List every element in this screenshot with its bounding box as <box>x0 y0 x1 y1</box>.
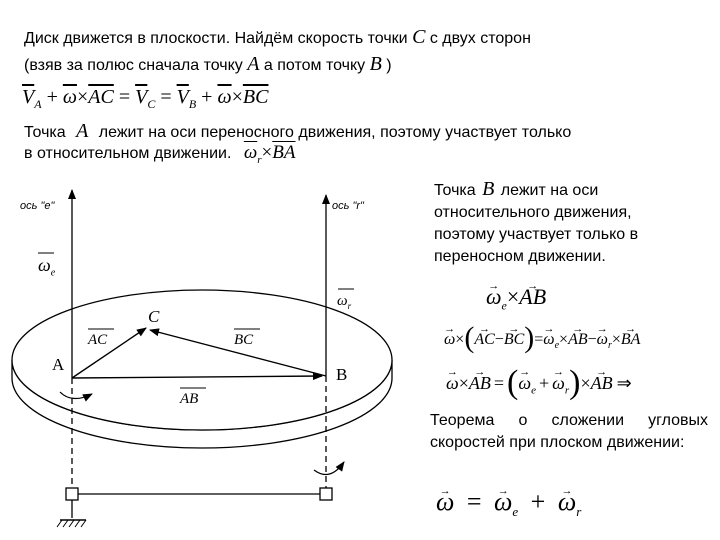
header-text-2-end: ) <box>386 57 392 74</box>
implies-symbol: ⇒ <box>616 373 632 393</box>
formula-ab: → AB <box>519 286 546 308</box>
formula-omega: $\overline{\omega}$ <box>243 142 258 163</box>
formula-cross: × <box>231 86 243 108</box>
omega-r-symbol: ω <box>337 293 348 309</box>
formula-bc: $\overline{BC}$ <box>242 86 269 108</box>
header-point-b: B <box>369 53 382 75</box>
right-formula-2: → $\omega\times(\to AC-\to BC)=\to \omega_e\times\to AB-\to \omega_r\times\to$ BA <box>444 324 640 360</box>
header-text-1-end: с двух сторон <box>429 30 531 47</box>
header-point-c: C <box>412 26 426 48</box>
formula-cross: × <box>506 284 520 309</box>
formula-omega: → ω <box>444 326 455 354</box>
formula-bc: → BC <box>504 326 524 354</box>
formula-va: $\overline{V}$ <box>22 86 35 108</box>
point-b-label: B <box>336 365 348 384</box>
point-a-line-2: в относительном движении. <box>24 145 232 162</box>
formula-vc-sub: C <box>147 97 156 111</box>
formula-vc: $\overline{V}$ <box>135 86 148 108</box>
formula-omega: → ω <box>543 326 554 354</box>
formula-vb: $\overline{V}$ <box>176 86 189 108</box>
formula-minus: − <box>587 331 597 348</box>
formula-omega: $\overline{\omega}$ <box>62 86 77 108</box>
point-a-rest: лежит на оси переносного движения, поэтому участвует только <box>98 124 572 141</box>
formula-ab: → AB <box>469 368 491 398</box>
header-text-1: Диск движется в плоскости. Найдём скорость точки <box>24 30 408 47</box>
header-text-2: (взяв за полюс сначала точку <box>24 57 243 74</box>
formula-cross: × <box>559 331 569 348</box>
formula-omega: → ω <box>446 368 459 398</box>
point-a-label: A <box>52 355 65 374</box>
formula-eq: = <box>160 86 172 108</box>
formula-eq: = <box>493 373 505 393</box>
point-a-word: Точка <box>24 124 66 141</box>
theorem-text: Теорема о сложении угловых скоростей при плоском движении: <box>430 412 708 451</box>
formula-minus: − <box>494 331 504 348</box>
vector-ac-label: AC <box>88 332 108 348</box>
axis-r-label: ось "r" <box>332 200 364 212</box>
formula-sub: e <box>554 340 560 352</box>
formula-ab: → AB <box>568 326 588 354</box>
ground-hatching <box>57 520 86 527</box>
omega-r-label <box>337 290 351 317</box>
formula-omega: → ω <box>552 368 565 398</box>
omega-e-label <box>38 254 55 285</box>
formula-omega: → ω <box>518 368 531 398</box>
point-b-line-2: относительного движения, <box>434 204 632 221</box>
point-b-letter: B <box>482 178 495 200</box>
support-block-left <box>66 488 78 500</box>
point-a-letter: A <box>76 120 89 142</box>
vector-ab-label: AB <box>180 391 199 407</box>
support-block-right <box>320 488 332 500</box>
formula-cross: × <box>455 331 465 348</box>
formula-sub: r <box>576 504 582 520</box>
point-b-word: Точка <box>434 182 476 199</box>
formula-sub: e <box>501 298 507 313</box>
formula-plus: + <box>46 86 58 108</box>
point-c-label: C <box>148 307 160 326</box>
disk-top <box>12 290 392 430</box>
formula-ab: → AB <box>591 368 613 398</box>
point-b-line-1-rest: лежит на оси <box>500 182 599 199</box>
formula-plus: + <box>201 86 213 108</box>
formula-ac: $\overline{AC}$ <box>88 86 114 108</box>
omega-r-sub: r <box>347 301 352 311</box>
formula-eq: = <box>534 331 544 348</box>
formula-omega: → ω <box>436 485 454 519</box>
vector-bc-label: BC <box>234 332 254 348</box>
axis-e-label: ось "e" <box>20 200 55 212</box>
formula-sub: e <box>512 504 519 520</box>
formula-omega: → ω <box>486 286 502 308</box>
formula-omega: → ω <box>558 485 576 519</box>
formula-vb-sub: B <box>188 97 197 111</box>
omega-e-symbol: ω <box>38 255 51 275</box>
formula-ba: $\overline{BA}$ <box>272 142 296 163</box>
formula-plus: + <box>538 373 550 393</box>
formula-va-sub: A <box>34 97 42 111</box>
formula-cross: × <box>261 142 273 163</box>
formula-sub: r <box>564 384 570 397</box>
formula-sub: r <box>607 340 612 352</box>
formula-plus: + <box>530 487 546 516</box>
formula-omega: $\overline{\omega}$ <box>217 86 232 108</box>
formula-sub: e <box>531 384 536 397</box>
formula-eq: = <box>118 86 131 108</box>
point-b-line-3: поэтому участвует только в <box>434 226 639 243</box>
formula-omega: → ω <box>597 326 608 354</box>
omega-e-sub: e <box>50 267 56 279</box>
formula-cross: × <box>76 86 89 108</box>
formula-cross: × <box>580 373 591 393</box>
rotation-arc-b <box>314 462 344 475</box>
formula-ba: → BA <box>621 326 641 354</box>
formula-cross: × <box>611 331 621 348</box>
point-b-line-4: переносном движении. <box>434 248 606 265</box>
formula-ac: → AC <box>474 326 494 354</box>
formula-sub: r <box>257 153 262 166</box>
formula-eq: = <box>466 487 482 516</box>
header-text-2-mid: а потом точку <box>263 57 366 74</box>
formula-cross: × <box>458 373 469 393</box>
formula-omega: → ω <box>494 485 512 519</box>
header-point-a: A <box>247 53 260 75</box>
right-formula-3: → ω×→ AB =(→ $\omega_e$ + → $\omega_r)\times\to$ AB ⇒ <box>446 368 632 406</box>
